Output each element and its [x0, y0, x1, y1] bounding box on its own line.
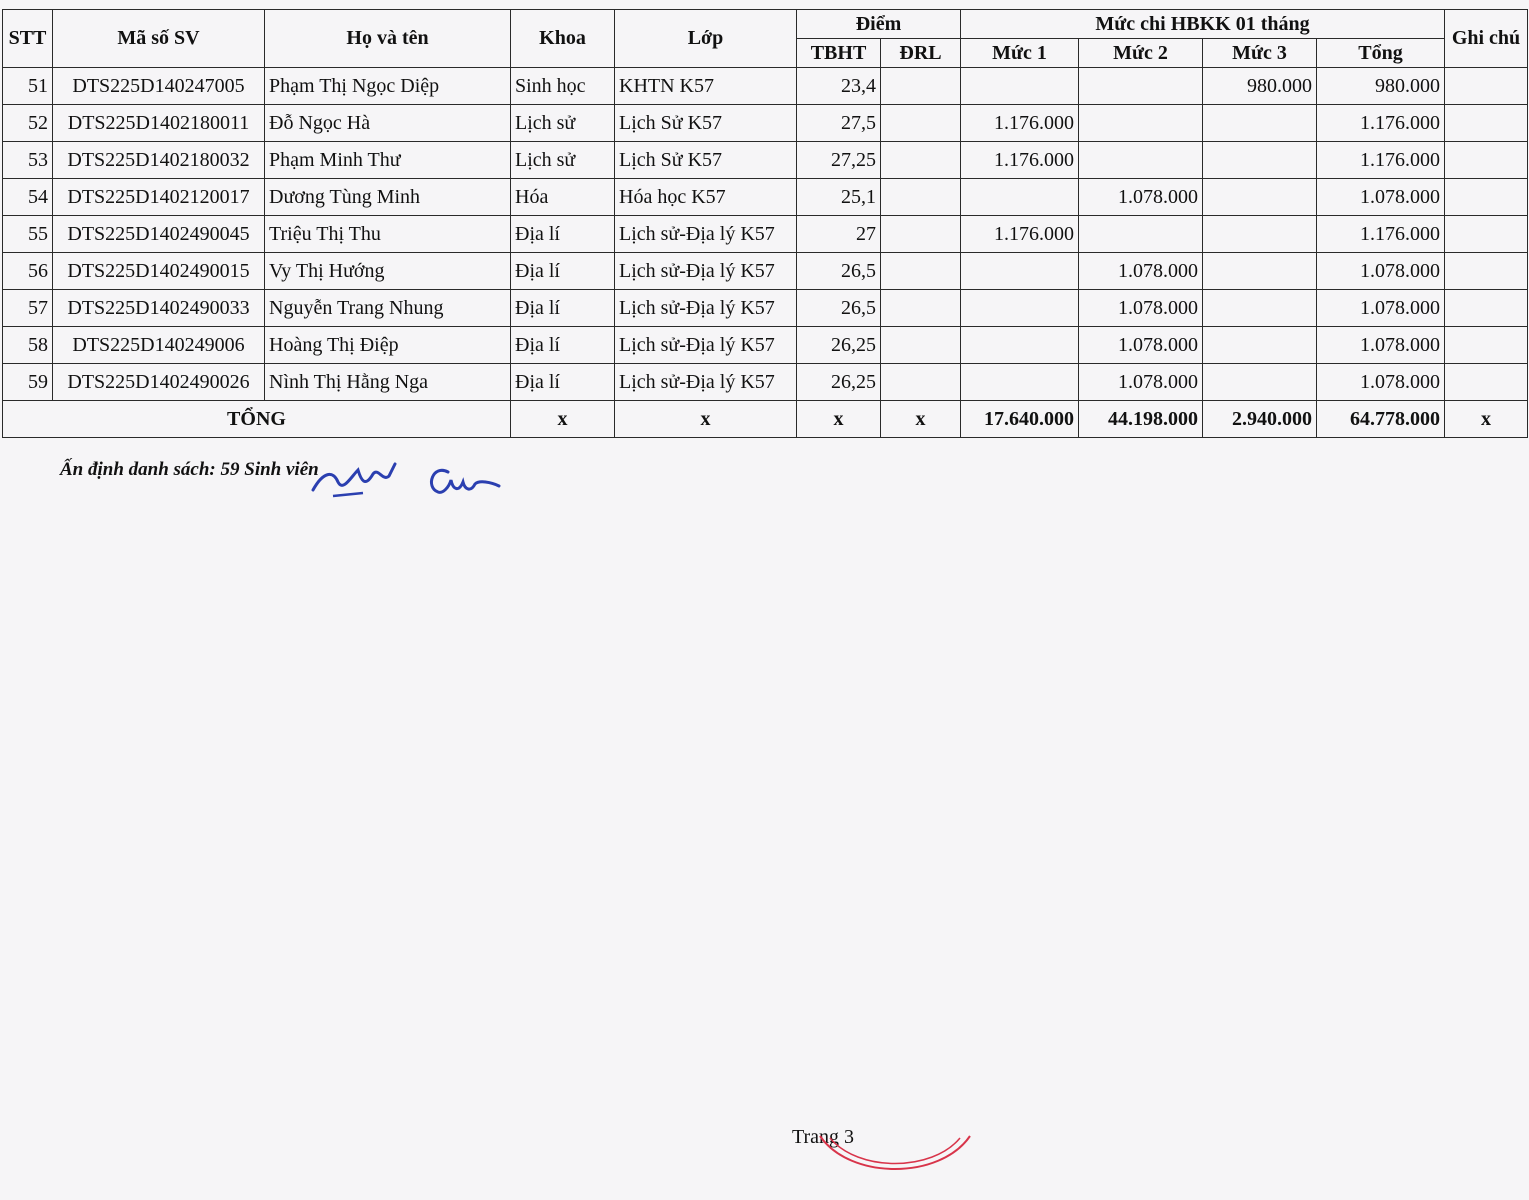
stt-cell: 57 — [3, 290, 53, 327]
class-cell: Lịch Sử K57 — [615, 105, 797, 142]
faculty-cell: Địa lí — [511, 364, 615, 401]
stt-cell: 53 — [3, 142, 53, 179]
tbht-cell: 27,5 — [797, 105, 881, 142]
signature-icon — [303, 452, 513, 502]
level2-cell — [1079, 68, 1203, 105]
note-cell — [1445, 142, 1528, 179]
table-row — [3, 105, 1528, 142]
faculty-cell: Địa lí — [511, 216, 615, 253]
name-cell: Đỗ Ngọc Hà — [265, 105, 511, 142]
header-score-group: Điểm — [797, 10, 961, 39]
drl-cell — [881, 253, 961, 290]
level3-cell — [1203, 179, 1317, 216]
name-cell: Nguyễn Trang Nhung — [265, 290, 511, 327]
level2-cell: 1.078.000 — [1079, 327, 1203, 364]
note-cell — [1445, 216, 1528, 253]
level1-cell — [961, 179, 1079, 216]
level1-cell — [961, 68, 1079, 105]
stt-cell: 56 — [3, 253, 53, 290]
header-faculty: Khoa — [511, 10, 615, 68]
note-cell — [1445, 290, 1528, 327]
level3-cell — [1203, 142, 1317, 179]
table-row — [3, 142, 1528, 179]
note-cell — [1445, 68, 1528, 105]
scholarship-table — [2, 9, 1528, 438]
total-cell: 1.176.000 — [1317, 105, 1445, 142]
header-tbht: TBHT — [797, 39, 881, 68]
level2-cell — [1079, 216, 1203, 253]
totals-level3: 2.940.000 — [1203, 401, 1317, 438]
table-row — [3, 327, 1528, 364]
name-cell: Nình Thị Hằng Nga — [265, 364, 511, 401]
name-cell: Triệu Thị Thu — [265, 216, 511, 253]
level1-cell — [961, 327, 1079, 364]
total-cell: 1.078.000 — [1317, 179, 1445, 216]
table-body — [3, 68, 1528, 401]
stt-cell: 51 — [3, 68, 53, 105]
name-cell: Dương Tùng Minh — [265, 179, 511, 216]
note-cell — [1445, 105, 1528, 142]
header-full-name: Họ và tên — [265, 10, 511, 68]
drl-cell — [881, 216, 961, 253]
student-id-cell: DTS225D1402180032 — [53, 142, 265, 179]
header-class: Lớp — [615, 10, 797, 68]
class-cell: Lịch sử-Địa lý K57 — [615, 364, 797, 401]
level3-cell — [1203, 364, 1317, 401]
list-note: Ấn định danh sách: 59 Sinh viên — [60, 459, 319, 480]
total-cell: 980.000 — [1317, 68, 1445, 105]
tbht-cell: 26,5 — [797, 290, 881, 327]
totals-note: x — [1445, 401, 1528, 438]
stt-cell: 59 — [3, 364, 53, 401]
drl-cell — [881, 290, 961, 327]
totals-level1: 17.640.000 — [961, 401, 1079, 438]
level3-cell — [1203, 327, 1317, 364]
level1-cell: 1.176.000 — [961, 216, 1079, 253]
name-cell: Phạm Thị Ngọc Diệp — [265, 68, 511, 105]
totals-total: 64.778.000 — [1317, 401, 1445, 438]
totals-label: TỔNG — [3, 401, 511, 438]
stt-cell: 58 — [3, 327, 53, 364]
faculty-cell: Lịch sử — [511, 142, 615, 179]
drl-cell — [881, 179, 961, 216]
student-id-cell: DTS225D1402490045 — [53, 216, 265, 253]
drl-cell — [881, 327, 961, 364]
faculty-cell: Địa lí — [511, 253, 615, 290]
note-cell — [1445, 179, 1528, 216]
class-cell: Lịch sử-Địa lý K57 — [615, 216, 797, 253]
note-cell — [1445, 364, 1528, 401]
header-drl: ĐRL — [881, 39, 961, 68]
header-total: Tổng — [1317, 39, 1445, 68]
level3-cell — [1203, 105, 1317, 142]
totals-tbht: x — [797, 401, 881, 438]
total-cell: 1.078.000 — [1317, 327, 1445, 364]
class-cell: Lịch sử-Địa lý K57 — [615, 327, 797, 364]
table-row — [3, 364, 1528, 401]
totals-level2: 44.198.000 — [1079, 401, 1203, 438]
header-level3: Mức 3 — [1203, 39, 1317, 68]
tbht-cell: 26,25 — [797, 327, 881, 364]
name-cell: Vy Thị Hướng — [265, 253, 511, 290]
tbht-cell: 27 — [797, 216, 881, 253]
class-cell: KHTN K57 — [615, 68, 797, 105]
note-cell — [1445, 327, 1528, 364]
totals-row — [3, 401, 1528, 438]
level2-cell: 1.078.000 — [1079, 290, 1203, 327]
faculty-cell: Địa lí — [511, 290, 615, 327]
header-level2: Mức 2 — [1079, 39, 1203, 68]
drl-cell — [881, 364, 961, 401]
drl-cell — [881, 142, 961, 179]
page-number: Trang 3 — [792, 1126, 855, 1148]
note-cell — [1445, 253, 1528, 290]
level2-cell: 1.078.000 — [1079, 364, 1203, 401]
table-row — [3, 216, 1528, 253]
level3-cell: 980.000 — [1203, 68, 1317, 105]
level1-cell: 1.176.000 — [961, 105, 1079, 142]
level3-cell — [1203, 216, 1317, 253]
level2-cell — [1079, 142, 1203, 179]
total-cell: 1.176.000 — [1317, 142, 1445, 179]
class-cell: Lịch sử-Địa lý K57 — [615, 290, 797, 327]
level1-cell: 1.176.000 — [961, 142, 1079, 179]
student-id-cell: DTS225D140247005 — [53, 68, 265, 105]
tbht-cell: 25,1 — [797, 179, 881, 216]
faculty-cell: Hóa — [511, 179, 615, 216]
table-row — [3, 68, 1528, 105]
totals-class: x — [615, 401, 797, 438]
header-scholarship-group: Mức chi HBKK 01 tháng — [961, 10, 1445, 39]
stamp-icon — [810, 1128, 980, 1188]
header-stt: STT — [3, 10, 53, 68]
level3-cell — [1203, 290, 1317, 327]
table-row — [3, 179, 1528, 216]
tbht-cell: 26,5 — [797, 253, 881, 290]
name-cell: Hoàng Thị Điệp — [265, 327, 511, 364]
header-note: Ghi chú — [1445, 10, 1528, 68]
student-id-cell: DTS225D140249006 — [53, 327, 265, 364]
drl-cell — [881, 68, 961, 105]
class-cell: Lịch Sử K57 — [615, 142, 797, 179]
student-id-cell: DTS225D1402180011 — [53, 105, 265, 142]
name-cell: Phạm Minh Thư — [265, 142, 511, 179]
student-id-cell: DTS225D1402490033 — [53, 290, 265, 327]
stt-cell: 55 — [3, 216, 53, 253]
total-cell: 1.078.000 — [1317, 364, 1445, 401]
stt-cell: 52 — [3, 105, 53, 142]
total-cell: 1.078.000 — [1317, 290, 1445, 327]
tbht-cell: 26,25 — [797, 364, 881, 401]
total-cell: 1.078.000 — [1317, 253, 1445, 290]
header-student-id: Mã số SV — [53, 10, 265, 68]
faculty-cell: Địa lí — [511, 327, 615, 364]
total-cell: 1.176.000 — [1317, 216, 1445, 253]
student-id-cell: DTS225D1402490026 — [53, 364, 265, 401]
header-level1: Mức 1 — [961, 39, 1079, 68]
student-id-cell: DTS225D1402490015 — [53, 253, 265, 290]
tbht-cell: 23,4 — [797, 68, 881, 105]
table-row — [3, 290, 1528, 327]
totals-drl: x — [881, 401, 961, 438]
student-id-cell: DTS225D1402120017 — [53, 179, 265, 216]
tbht-cell: 27,25 — [797, 142, 881, 179]
level1-cell — [961, 364, 1079, 401]
faculty-cell: Lịch sử — [511, 105, 615, 142]
table-row — [3, 253, 1528, 290]
class-cell: Lịch sử-Địa lý K57 — [615, 253, 797, 290]
level1-cell — [961, 290, 1079, 327]
level1-cell — [961, 253, 1079, 290]
totals-faculty: x — [511, 401, 615, 438]
faculty-cell: Sinh học — [511, 68, 615, 105]
level3-cell — [1203, 253, 1317, 290]
class-cell: Hóa học K57 — [615, 179, 797, 216]
stt-cell: 54 — [3, 179, 53, 216]
level2-cell — [1079, 105, 1203, 142]
drl-cell — [881, 105, 961, 142]
level2-cell: 1.078.000 — [1079, 179, 1203, 216]
level2-cell: 1.078.000 — [1079, 253, 1203, 290]
